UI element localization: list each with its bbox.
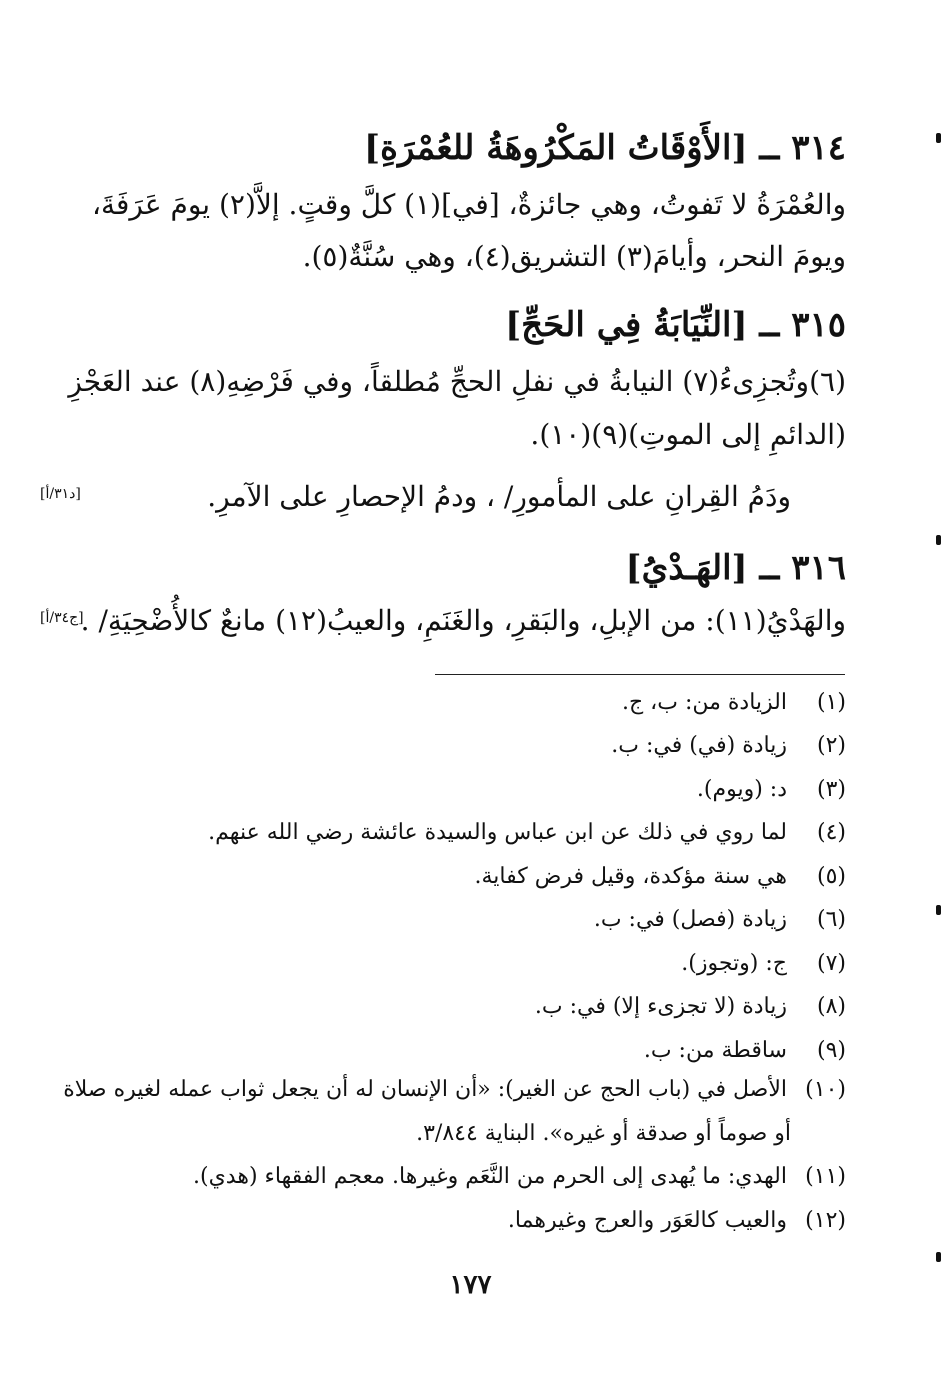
manuscript-margin-note: [د٣١/أ] — [40, 486, 81, 502]
footnote-text: زيادة (فصل) في: ب. — [593, 907, 787, 932]
scan-edge-mark — [936, 133, 941, 143]
footnote-number: (٢) — [816, 733, 846, 758]
scan-edge-mark — [936, 1252, 941, 1262]
scan-edge-mark — [936, 905, 941, 915]
footnote-text: ساقطة من: ب. — [643, 1038, 787, 1063]
footnote — [594, 907, 846, 932]
footnote-number: (٨) — [816, 994, 846, 1019]
body-line: (٦)وتُجزِىءُ(٧) النيابةُ في نفلِ الحجِّ مُطلقاً، وفي فَرْضِهِ(٨) عند العَجْزِ — [68, 365, 846, 398]
footnote-number: (٥) — [816, 864, 846, 889]
footnote-text: زيادة (لا تجزىء إلا) في: ب. — [534, 994, 787, 1019]
footnote-number: (٤) — [816, 820, 846, 845]
footnote-number: (١٠) — [805, 1077, 846, 1102]
footnote — [508, 1208, 846, 1233]
footnote-text: الأصل في (باب الحج عن الغير): «أن الإنسان له أن يجعل ثواب عمله لغيره صلاة — [63, 1077, 787, 1102]
footnote-text: والعيب كالعَوَر والعرج وغيرهما. — [507, 1208, 787, 1233]
body-line: ودَمُ القِرانِ على المأمورِ/ ، ودمُ الإحصارِ على الآمرِ. — [207, 480, 791, 513]
footnote-text: د: (ويوم). — [696, 777, 787, 802]
footnote-text: هي سنة مؤكدة، وقيل فرض كفاية. — [474, 864, 787, 889]
footnote — [535, 994, 846, 1019]
footnote — [208, 820, 846, 845]
body-line: والهَدْيُ(١١): من الإبلِ، والبَقرِ، والغَنَمِ، والعيبُ(١٢) مانعٌ كالأُضْحِيَةِ/ . — [80, 604, 846, 637]
footnote-number: (١١) — [805, 1164, 846, 1189]
body-line: ويومَ النحر، وأيامَ(٣) التشريق(٤)، وهي سُنَّةٌ(٥). — [302, 240, 846, 273]
footnote-number: (٦) — [816, 907, 846, 932]
footnote-text: لما روي في ذلك عن ابن عباس والسيدة عائشة رضي الله عنهم. — [208, 820, 787, 845]
footnote-number: (٧) — [816, 951, 846, 976]
footnote — [697, 777, 846, 802]
footnote-text: ج: (وتجوز). — [681, 951, 787, 976]
section-heading-316: ٣١٦ ــ [الهَـدْيُ] — [625, 548, 846, 588]
footnote — [681, 951, 846, 976]
footnote — [622, 690, 846, 715]
body-line: (الدائمِ إلى الموتِ)(٩)(١٠). — [530, 418, 846, 451]
footnote-text: الهدي: ما يُهدى إلى الحرم من النَّعَم وغيرها. معجم الفقهاء (هدي). — [193, 1164, 787, 1189]
footnote-number: (٣) — [816, 777, 846, 802]
page-number: ١٧٧ — [449, 1270, 492, 1300]
footnote-continuation: أو صوماً أو صدقة أو غيره». البناية ٣/٨٤٤. — [416, 1121, 791, 1146]
footnote-text: زيادة (في) في: ب. — [611, 733, 787, 758]
footnote-number: (١٢) — [805, 1208, 846, 1233]
footnote — [644, 1038, 846, 1063]
footnote — [611, 733, 846, 758]
footnote — [193, 1164, 846, 1189]
footnote-separator — [435, 674, 845, 675]
section-heading-315: ٣١٥ ــ [النِّيَابَةُ فِي الحَجِّ] — [505, 305, 846, 345]
footnote-number: (١) — [816, 690, 846, 715]
footnote — [475, 864, 846, 889]
scan-edge-mark — [936, 535, 941, 545]
footnote-text: الزيادة من: ب، ج. — [621, 690, 787, 715]
body-line: والعُمْرَةُ لا تَفوتُ، وهي جائزةٌ، [في](١) كلَّ وقتٍ. إلاَّ(٢) يومَ عَرَفَةَ، — [92, 188, 846, 221]
section-heading-314: ٣١٤ ــ [الأَوْقَاتُ المَكْرُوهَةُ للعُمْرَةِ] — [364, 128, 846, 168]
footnote-number: (٩) — [816, 1038, 846, 1063]
manuscript-margin-note: [ج٣٤/أ] — [40, 610, 84, 626]
footnote — [63, 1077, 846, 1102]
